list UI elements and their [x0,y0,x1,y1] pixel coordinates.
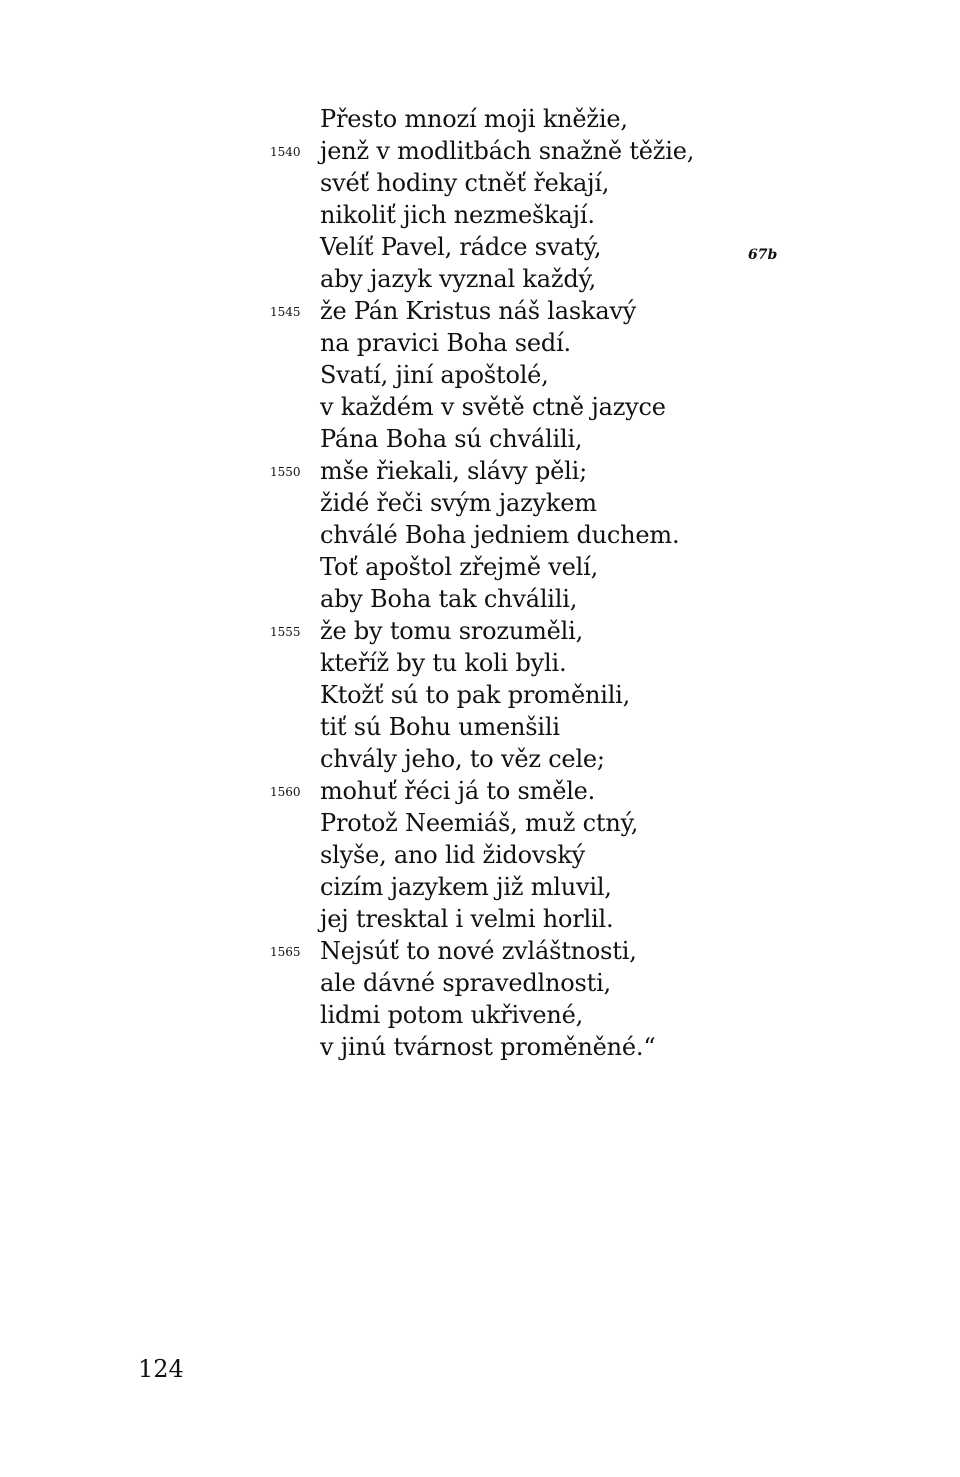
verse-line: chválé Boha jedniem duchem. [320,521,680,549]
verse-line: kteříž by tu koli byli. [320,649,567,677]
line-number: 1565 [270,945,301,959]
verse-line: Toť apoštol zřejmě velí, [320,553,598,581]
page-number: 124 [138,1355,184,1383]
line-number: 1560 [270,785,301,799]
verse-line: Ktožť sú to pak proměnili, [320,681,631,709]
verse-line: slyše, ano lid židovský [320,841,586,869]
verse-line: že Pán Kristus náš laskavý [320,297,637,325]
line-number: 1555 [270,625,301,639]
verse-line: aby jazyk vyznal každý, [320,265,597,293]
verse-line: v každém v světě ctně jazyce [320,393,666,421]
verse-line: Nejsúť to nové zvláštnosti, [320,937,637,965]
verse-line: mohuť řéci já to směle. [320,777,596,805]
line-number: 1545 [270,305,301,319]
verse-line: Svatí, jiní apoštolé, [320,361,549,389]
verse-line: ale dávné spravedlnosti, [320,969,611,997]
verse-line: mše řiekali, slávy pěli; [320,457,587,485]
verse-line: jej tresktal i velmi horlil. [320,905,614,933]
verse-line: Protož Neemiáš, muž ctný, [320,809,639,837]
verse-line: lidmi potom ukřivené, [320,1001,584,1029]
line-number: 1550 [270,465,301,479]
verse-line: židé řeči svým jazykem [320,489,597,517]
verse-line: Velíť Pavel, rádce svatý, [320,233,602,261]
line-number: 1540 [270,145,301,159]
verse-line: že by tomu srozuměli, [320,617,584,645]
verse-line: cizím jazykem již mluvil, [320,873,612,901]
verse-line: nikoliť jich nezmeškají. [320,201,595,229]
verse-line: aby Boha tak chválili, [320,585,578,613]
verse-line: chvály jeho, to věz cele; [320,745,605,773]
verse-line: na pravici Boha sedí. [320,329,571,357]
verse-line: jenž v modlitbách snažně těžie, [320,137,695,165]
folio-marker: 67b [748,247,778,263]
verse-line: svéť hodiny ctněť řekají, [320,169,610,197]
verse-line: v jinú tvárnost proměněné.“ [320,1033,656,1061]
verse-line: tiť sú Bohu umenšili [320,713,560,741]
verse-line: Pána Boha sú chválili, [320,425,583,453]
verse-line: Přesto mnozí moji kněžie, [320,105,628,133]
